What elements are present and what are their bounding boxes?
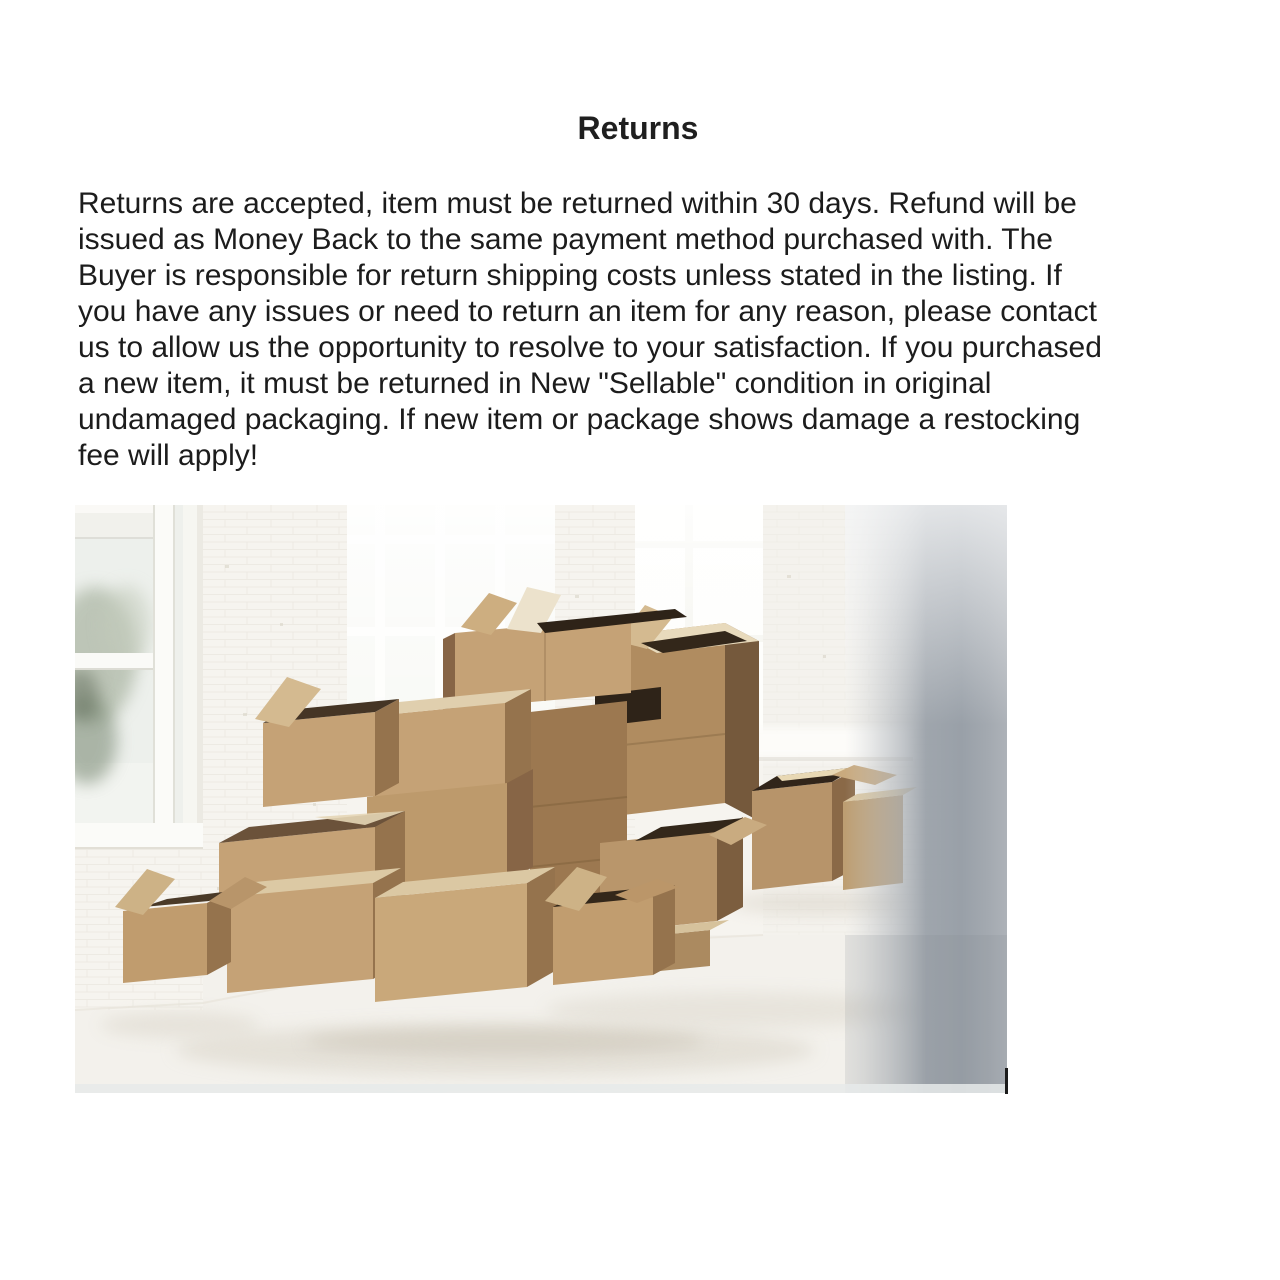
blurred-wall-foreground	[845, 505, 1007, 1093]
cardboard-boxes-photo	[75, 505, 1007, 1093]
policy-text-line: fee will apply!	[78, 439, 259, 472]
returns-heading: Returns	[577, 110, 699, 146]
policy-text-line: you have any issues or need to return an item for any reason, please contact	[78, 295, 1097, 328]
policy-text-line: Buyer is responsible for return shipping costs unless stated in the listing. If	[78, 259, 1062, 292]
policy-text-line: undamaged packaging. If new item or package shows damage a restocking	[78, 403, 1081, 436]
policy-text-line: a new item, it must be returned in New "Sellable" condition in original	[78, 367, 992, 400]
policy-text-line: us to allow us the opportunity to resolve to your satisfaction. If you purchased	[78, 331, 1102, 364]
policy-text-line: issued as Money Back to the same payment method purchased with. The	[78, 223, 1053, 256]
photo-bottom-edge	[75, 1084, 1007, 1093]
returns-policy-paragraph	[78, 186, 1218, 474]
policy-text-line: Returns are accepted, item must be returned within 30 days. Refund will be	[78, 187, 1077, 220]
cardboard-boxes-illustration	[75, 505, 1007, 1093]
cardboard-box	[375, 867, 555, 1002]
text-cursor[interactable]	[1005, 1068, 1008, 1094]
